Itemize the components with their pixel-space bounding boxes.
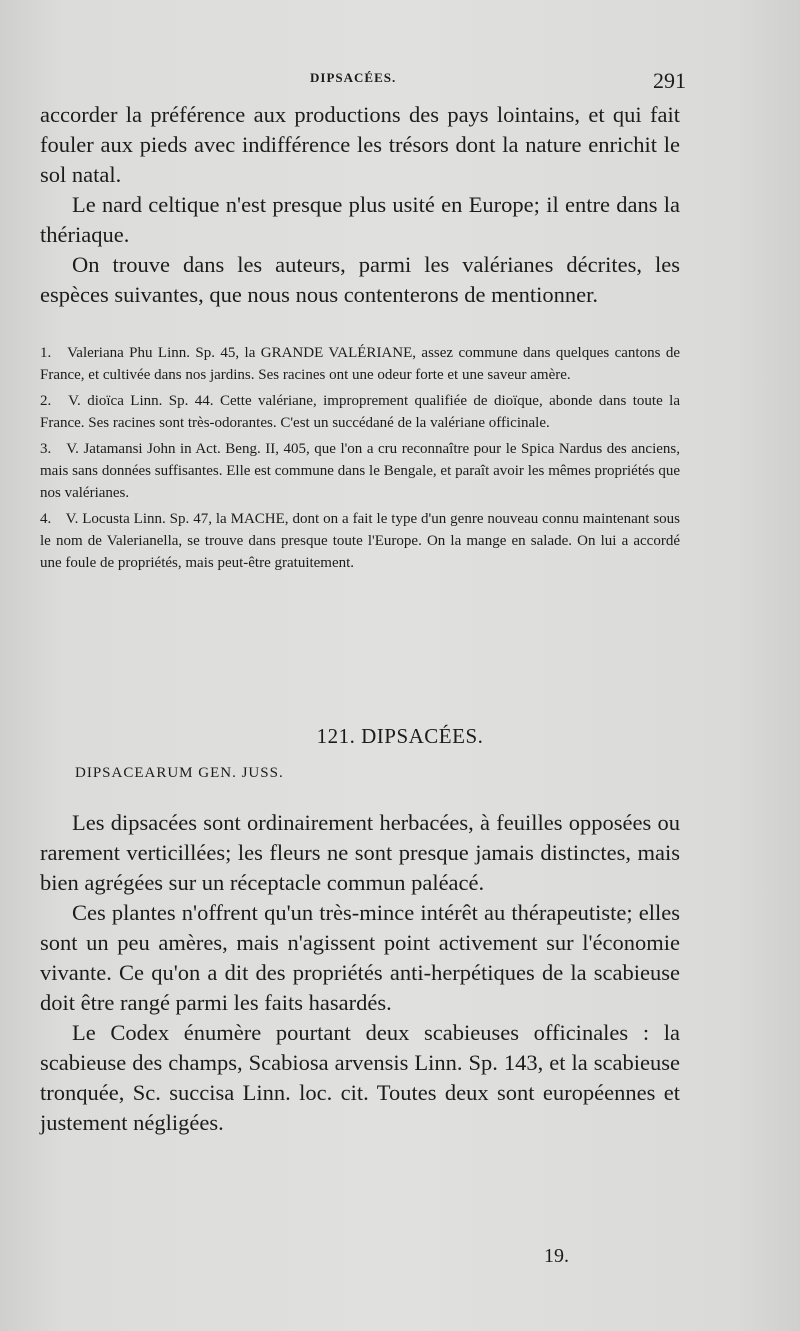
- section-heading: 121. DIPSACÉES.: [316, 724, 484, 748]
- species-note: [40, 390, 680, 434]
- note-text: Valeriana Phu Linn. Sp. 45, la GRANDE VALÉRIANE, assez commune dans quelques cantons de France, et cultivée dans nos jardins. Ses racines ont une odeur forte et une saveur amère.: [40, 345, 680, 383]
- section-paragraph: Le Codex énumère pourtant deux scabieuses officinales : la scabieuse des champs, Scabiosa arvensis Linn. Sp. 143, et la scabieuse tronquée, Sc. succisa Linn. loc. cit. Toutes deux sont européennes et justement négligées.: [40, 1020, 680, 1135]
- note-number: 1.: [40, 345, 52, 361]
- species-note: [40, 342, 680, 386]
- species-notes: [40, 342, 680, 578]
- note-text: V. Locusta Linn. Sp. 47, la MACHE, dont on a fait le type d'un genre nouveau connu maintenant sous le nom de Valerianella, se trouve dans presque toute l'Europe. On la mange en salade. On lui a accordé une foule de propriétés, mais peut-être gratuitement.: [40, 511, 680, 571]
- running-head: [40, 70, 686, 92]
- section-paragraph: Ces plantes n'offrent qu'un très-mince intérêt au thérapeutiste; elles sont un peu amères, mais n'agissent point activement sur l'économie vivante. Ce qu'on a dit des propriétés anti-herpétiques de la scabieuse doit être rangé parmi les faits hasardés.: [40, 900, 680, 1015]
- intro-text: [40, 100, 680, 310]
- section-text: [40, 808, 680, 1138]
- signature-mark: 19.: [544, 1245, 569, 1267]
- note-text: V. Jatamansi John in Act. Beng. II, 405, que l'on a cru reconnaître pour le Spica Nardus des anciens, mais sans données suffisantes. Elle est commune dans le Bengale, et paraît avoir les mêmes propriétés que nos valérianes.: [40, 441, 680, 501]
- running-head-title: DIPSACÉES.: [310, 70, 397, 85]
- note-number: 2.: [40, 393, 52, 409]
- page-number: 291: [653, 68, 686, 93]
- species-note: [40, 508, 680, 574]
- note-number: 4.: [40, 511, 52, 527]
- intro-paragraph: Le nard celtique n'est presque plus usité en Europe; il entre dans la thériaque.: [40, 192, 680, 247]
- family-latin-name: DIPSACEARUM GEN. JUSS.: [75, 765, 284, 781]
- section-paragraph: Les dipsacées sont ordinairement herbacées, à feuilles opposées ou rarement verticillées; les fleurs ne sont presque jamais distinctes, mais bien agrégées sur un réceptacle commun paléacé.: [40, 810, 680, 895]
- intro-paragraph: On trouve dans les auteurs, parmi les valérianes décrites, les espèces suivantes, que nous nous contenterons de mentionner.: [40, 252, 680, 307]
- note-text: V. dioïca Linn. Sp. 44. Cette valériane, improprement qualifiée de dioïque, abonde dans toute la France. Ses racines sont très-odorantes. C'est un succédané de la valériane officinale.: [40, 393, 680, 431]
- species-note: [40, 438, 680, 504]
- intro-paragraph: accorder la préférence aux productions des pays lointains, et qui fait fouler aux pieds avec indifférence les trésors dont la nature enrichit le sol natal.: [40, 102, 680, 187]
- note-number: 3.: [40, 441, 52, 457]
